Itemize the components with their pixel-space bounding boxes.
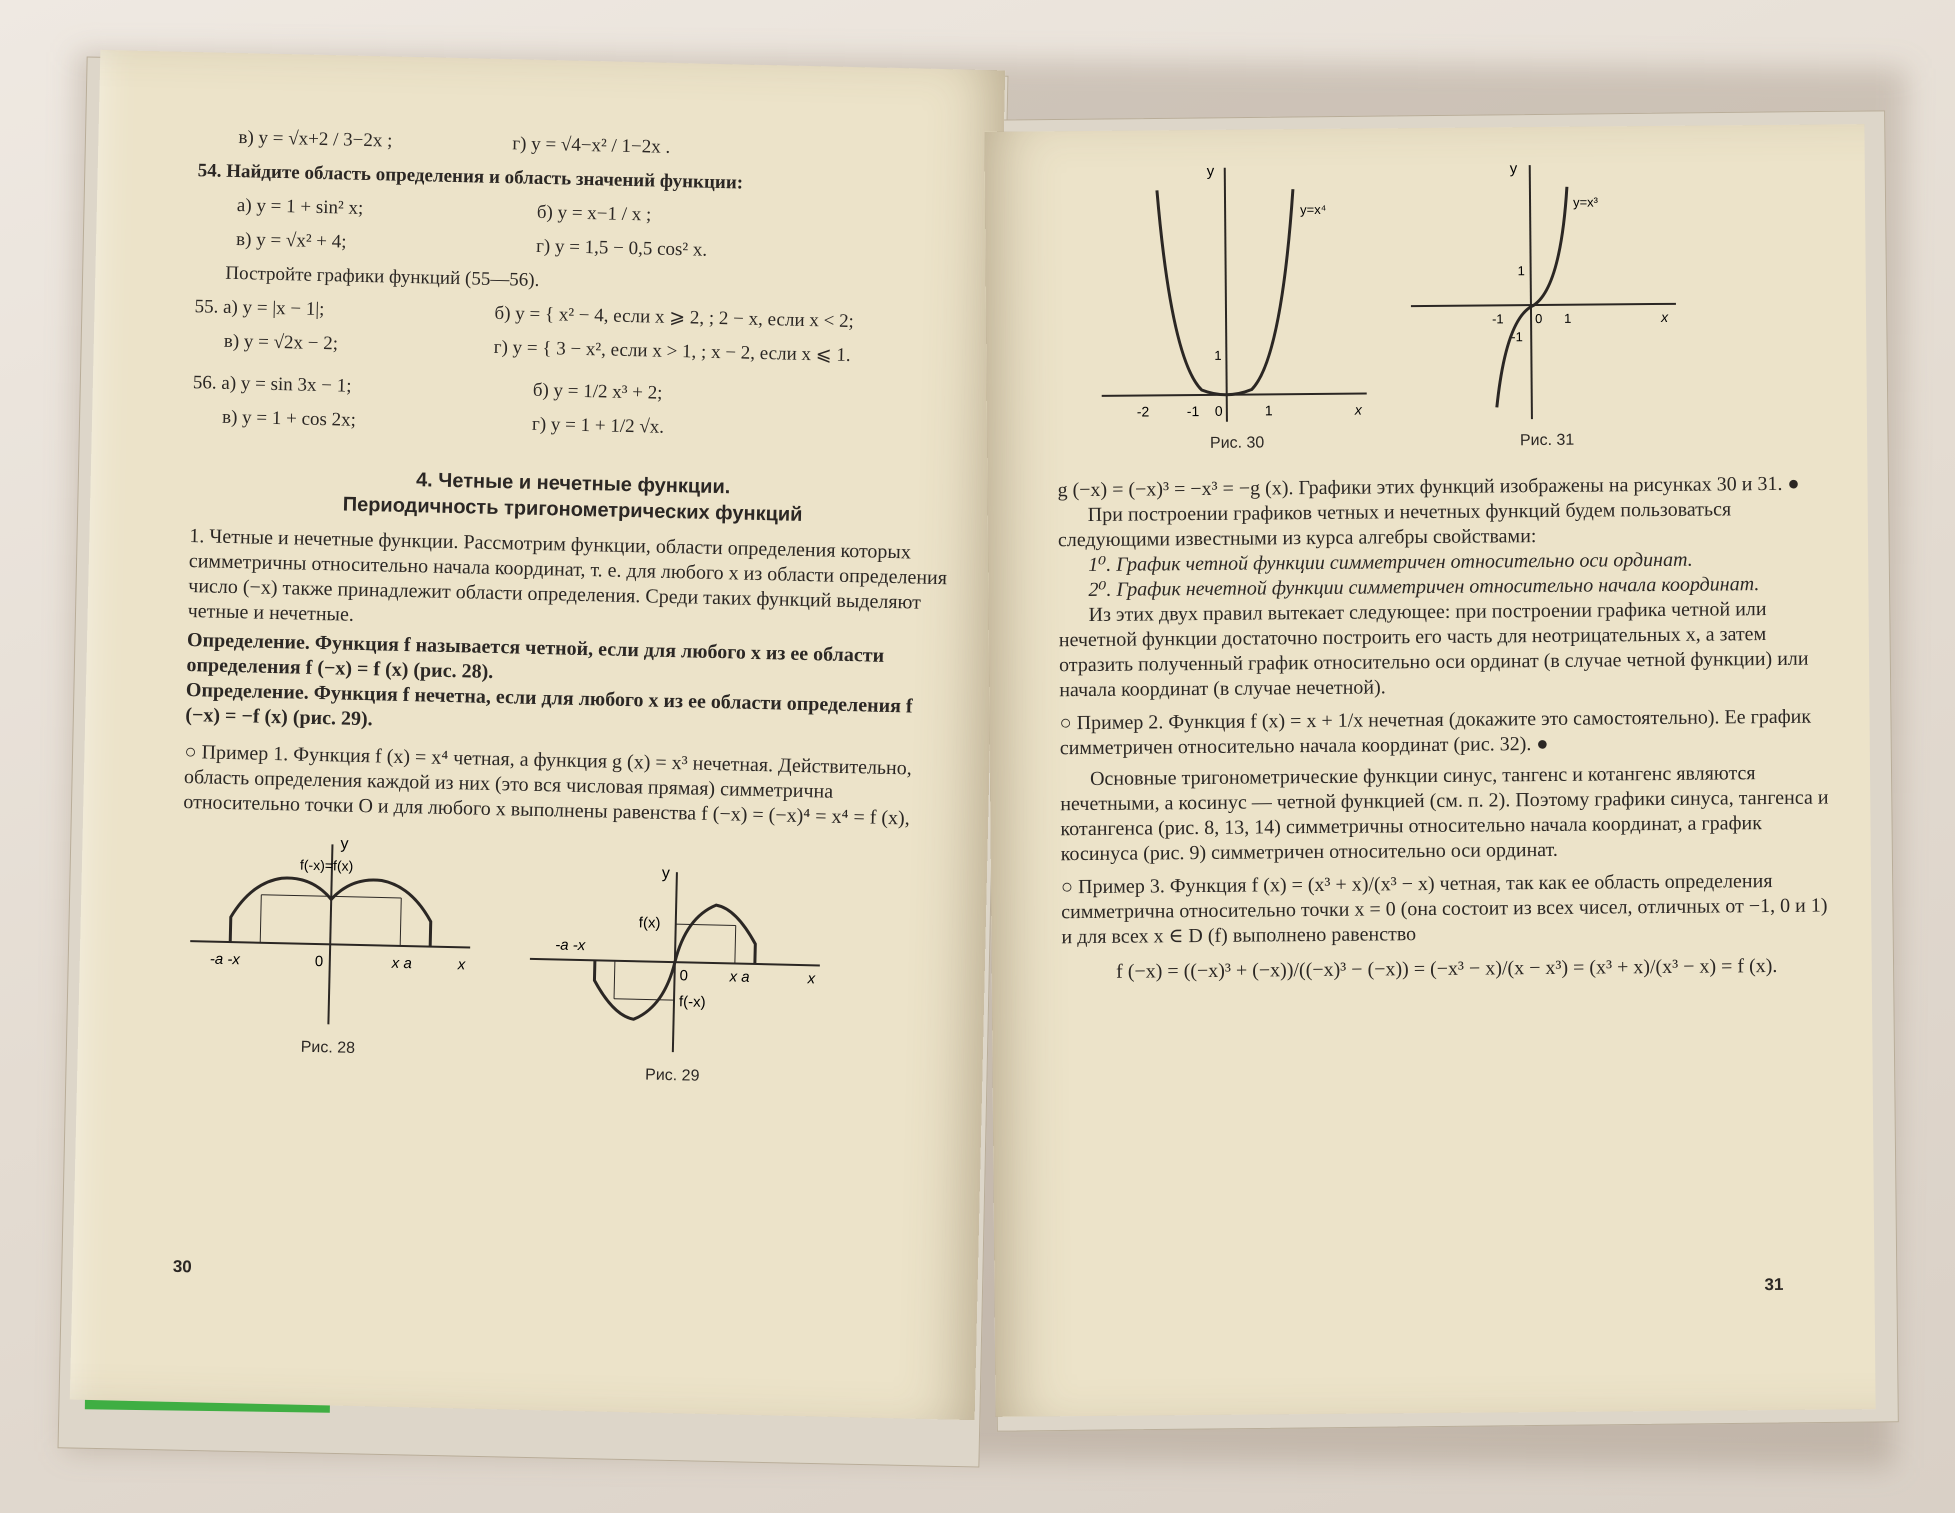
ex54-b: б) y = x−1 / x ; bbox=[536, 201, 652, 226]
left-page bbox=[70, 50, 1005, 1420]
fig28-x-a-label: x a bbox=[391, 954, 412, 973]
figures-30-31 bbox=[1095, 155, 1828, 454]
fig31-minus-one-label: -1 bbox=[1511, 329, 1523, 345]
fig30-curve-label: y=x⁴ bbox=[1300, 201, 1327, 218]
example-1: ○ Пример 1. Функция f (x) = x⁴ четная, а функция g (x) = x³ нечетная. Действительно, область определения каждой из них (это вся числовая прямая) симметрична относительно точки O и для любого x выполнены равенства f (−x) = (−x)⁴ = x⁴ = f (x), bbox=[183, 740, 918, 830]
fig31-tick-1: 1 bbox=[1563, 310, 1572, 326]
figure-28-caption: Рис. 28 bbox=[300, 1038, 356, 1057]
fig29-f-minus-x-label: f(-x) bbox=[678, 993, 706, 1011]
fig31-curve-label: y=x³ bbox=[1572, 194, 1599, 210]
ex54-a: а) y = 1 + sin² x; bbox=[236, 195, 364, 219]
ex56-g: г) y = 1 + 1/2 √x. bbox=[531, 413, 665, 438]
figure-29-caption: Рис. 29 bbox=[644, 1066, 700, 1085]
ex54-g: г) y = 1,5 − 0,5 cos² x. bbox=[535, 235, 708, 261]
fig30-y-axis bbox=[1225, 168, 1227, 422]
fig31-tick-m1: -1 bbox=[1491, 311, 1504, 327]
fig28-fx-label: f(-x)=f(x) bbox=[299, 856, 354, 874]
figure-31-graph bbox=[1405, 156, 1687, 428]
example-2: ○ Пример 2. Функция f (x) = x + 1/x нечетная (докажите это самостоятельно). Ее график симметричен относительно начала координат (рис. 32). ● bbox=[1059, 705, 1817, 760]
fig29-y-label: y bbox=[661, 864, 671, 883]
exercise-54-title: 54. Найдите область определения и область значений функции: bbox=[197, 160, 744, 194]
exercise-top-g: г) y = √4−x² / 1−2x . bbox=[512, 133, 671, 158]
fig29-drop-right bbox=[735, 926, 736, 964]
paragraph-even-odd: 1. Четные и нечетные функции. Рассмотрим функции, области определения которых симметричны относительно начала координат, т. е. для любого x из области определения число (−x) также принадлежит области определения. Среди таких функций выделяют четные и нечетные. bbox=[187, 525, 953, 626]
continuation-text: g (−x) = (−x)³ = −x³ = −g (x). Графики этих функций изображены на рисунках 30 и 31. ● bbox=[1057, 472, 1800, 502]
fig28-y-label: y bbox=[340, 835, 349, 853]
figure-30 bbox=[1095, 158, 1378, 453]
fig29-minus-a-x-label: -a -x bbox=[555, 936, 586, 955]
fig29-x-label: x bbox=[807, 970, 816, 988]
fig30-tick-m2: -2 bbox=[1136, 403, 1150, 420]
figures-28-29 bbox=[177, 831, 947, 1091]
ex56-b: б) y = 1/2 x³ + 2; bbox=[532, 379, 663, 404]
paragraph-trig: Основные тригонометрические функции синус, тангенс и котангенс являются нечетными, а косинус — четной функцией (см. п. 2). Поэтому графики синуса, тангенса и котангенса (рис. 8, 13, 14) симметричны относительно начала координат, а график косинуса (рис. 9) симметричен относительно оси ординат. bbox=[1060, 762, 1834, 866]
fig31-y-axis bbox=[1530, 165, 1532, 419]
definition-even: Определение. Функция f называется четной, если для любого x из ее области определения f (−x) = f (x) (рис. 28). bbox=[186, 629, 890, 683]
fig30-tick-1: 1 bbox=[1264, 402, 1273, 419]
ex54-v: в) y = √x² + 4; bbox=[235, 229, 347, 253]
ex56-a: 56. а) y = sin 3x − 1; bbox=[192, 372, 352, 397]
fig28-drop-right bbox=[400, 898, 401, 946]
fig31-x-axis bbox=[1411, 304, 1676, 306]
definition-odd: Определение. Функция f нечетна, если для любого x из ее области определения f (−x) = −f (x) (рис. 29). bbox=[185, 679, 918, 731]
fig29-drop-left bbox=[614, 961, 615, 999]
figure-29 bbox=[517, 859, 832, 1089]
figure-28-graph bbox=[178, 831, 482, 1038]
paragraph-properties: При построении графиков четных и нечетных функций будем пользоваться следующими известными из курса алгебры свойствами: bbox=[1057, 498, 1737, 552]
property-2: 2⁰. График нечетной функции симметричен относительно начала координат. bbox=[1088, 573, 1760, 601]
figure-28 bbox=[177, 831, 482, 1081]
fig29-level-bottom bbox=[614, 999, 674, 1000]
ex56-v: в) y = 1 + cos 2x; bbox=[221, 406, 357, 431]
fig29-fx-label: f(x) bbox=[638, 914, 661, 932]
fig31-tick-0: 0 bbox=[1534, 311, 1543, 327]
fig29-x-a-label: x a bbox=[729, 968, 750, 986]
page-number-left: 30 bbox=[172, 1256, 192, 1277]
figure-31-caption: Рис. 31 bbox=[1519, 431, 1575, 450]
page-number-right: 31 bbox=[1764, 1274, 1784, 1295]
exercise-56-items bbox=[192, 368, 958, 453]
example-3: ○ Пример 3. Функция f (x) = (x³ + x)/(x³ − x) четная, так как ее область определения симметрична относительно точки x = 0 (она состоит из всех чисел, отличных от −1, 0 и 1) и для всех x ∈ D (f) выполнено равенство bbox=[1060, 869, 1833, 949]
fig28-zero-label: 0 bbox=[314, 953, 324, 971]
ex55-b: б) y = { x² − 4, если x ⩾ 2, ; 2 − x, если x < 2; bbox=[494, 302, 855, 333]
figure-30-caption: Рис. 30 bbox=[1209, 434, 1265, 452]
figure-31 bbox=[1405, 156, 1688, 451]
section-title-line-1: 4. Четные и нечетные функции. bbox=[415, 469, 731, 499]
ex55-g: г) y = { 3 − x², если x > 1, ; x − 2, если x ⩽ 1. bbox=[493, 336, 851, 367]
section-title-line-2: Периодичность тригонометрических функций bbox=[342, 493, 803, 526]
fig30-y-label: y bbox=[1206, 162, 1215, 180]
fig30-tick-0: 0 bbox=[1214, 402, 1223, 419]
ex55-v: в) y = √2x − 2; bbox=[223, 330, 339, 355]
fig31-y-label: y bbox=[1509, 160, 1518, 178]
figure-29-graph bbox=[518, 859, 832, 1066]
formula-line: f (−x) = ((−x)³ + (−x))/((−x)³ − (−x)) = (−x³ − x)/(x − x³) = (x³ + x)/(x³ − x) = f (x). bbox=[1116, 954, 1778, 983]
fig31-x-label: x bbox=[1660, 308, 1669, 325]
fig30-x-label: x bbox=[1354, 401, 1362, 418]
fig31-one-label: 1 bbox=[1517, 263, 1525, 279]
exercise-55-items bbox=[193, 292, 959, 377]
build-graphs-note: Постройте графики функций (55—56). bbox=[225, 262, 540, 291]
right-page bbox=[984, 124, 1875, 1417]
property-1: 1⁰. График четной функции симметричен относительно оси ординат. bbox=[1088, 548, 1693, 576]
fig30-tick-m1: -1 bbox=[1186, 402, 1200, 420]
fig29-level-top bbox=[676, 924, 736, 925]
section-title bbox=[190, 462, 956, 531]
fig28-minus-a-x-label: -a -x bbox=[209, 950, 241, 969]
fig30-one-label: 1 bbox=[1214, 347, 1222, 363]
fig29-zero-label: 0 bbox=[679, 967, 689, 985]
figure-30-graph bbox=[1095, 158, 1377, 430]
paragraph-rules: Из этих двух правил вытекает следующее: при построении графика четной или нечетной функции достаточно построить его часть для неотрицательных x, а затем отразить полученный график относительно оси ординат (в случае четной функции) или начала координат (в случае нечетной). bbox=[1058, 598, 1814, 702]
ex55-a: 55. а) y = |x − 1|; bbox=[194, 296, 325, 321]
exercise-top-v: в) y = √x+2 / 3−2x ; bbox=[238, 127, 393, 152]
fig28-drop-left bbox=[260, 895, 261, 943]
fig28-x-label: x bbox=[457, 956, 466, 974]
